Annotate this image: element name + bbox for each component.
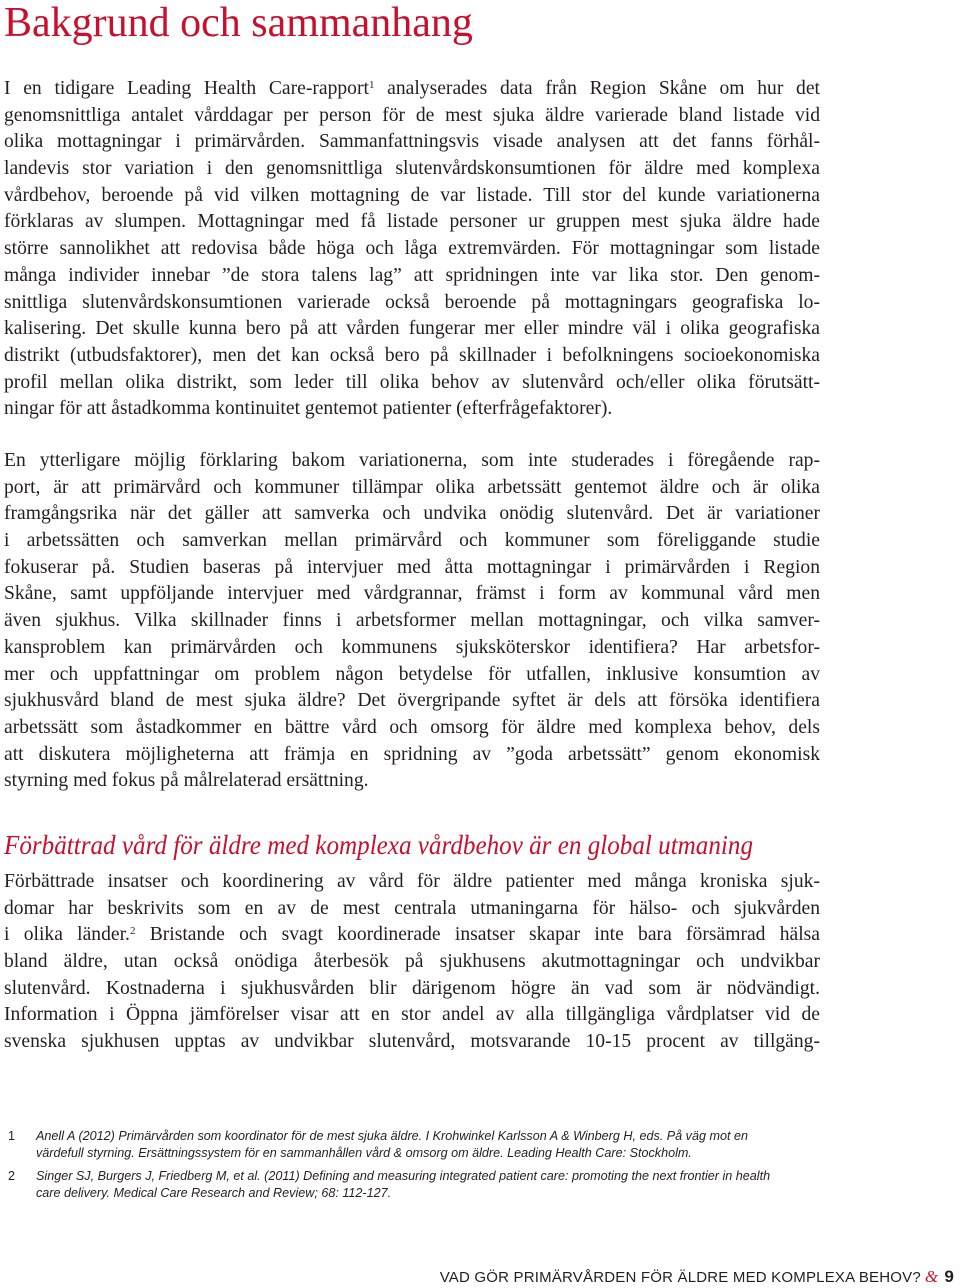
text-line: Skåne, samt uppföljande intervjuer med vårdgrannar, främst i form av kommunal vård men — [4, 583, 820, 605]
text-line: snittliga slutenvårdskonsumtionen varierade också beroende på mottagningars geografiska lo- — [4, 291, 820, 313]
text-line: vårdbehov, beroende på vid vilken mottagning de var listade. Till stor del kunde variationerna — [4, 184, 820, 206]
section-subheading: Förbättrad vård för äldre med komplexa vårdbehov är en global utmaning — [4, 830, 754, 860]
text-line: ningar för att åstadkomma kontinuitet gentemot patienter (efterfrågefaktorer). — [4, 398, 613, 420]
text-line: att diskutera möjligheterna att främja en spridning av ”goda arbetssätt” genom ekonomisk — [4, 743, 820, 765]
text-line: slutenvård. Kostnaderna i sjukhusvården blir därigenom högre än vad som är nödvändigt. — [4, 977, 820, 999]
text-line: port, är att primärvård och kommuner tillämpar olika arbetssätt gentemot äldre och är olika — [4, 476, 820, 498]
text-line: större sannolikhet att redovisa både höga och låga extremvärden. För mottagningar som listade — [4, 238, 820, 260]
text-line: arbetssätt som åstadkommer en bättre vård och omsorg för äldre med komplexa behov, dels — [4, 716, 820, 738]
footnote-number: 2 — [8, 1169, 16, 1183]
text-line: landevis stor variation i den genomsnittliga slutenvårdskonsumtionen för äldre med komplexa — [4, 158, 820, 180]
ampersand-mark: & — [924, 1267, 939, 1286]
text-line: i olika länder.$^2$ Bristande och svagt koordinerade insatser skapar inte bara försämrad hälsa — [4, 924, 820, 946]
text-line: fokuserar på. Studien baseras på intervjuer med åtta mottagningar i primärvården i Region — [4, 556, 820, 578]
text-line: genomsnittliga antalet vårddagar per person för de mest sjuka äldre varierade bland listade vid — [4, 104, 820, 126]
text-line: många individer innebar ”de stora talens lag” att spridningen inte var lika stor. Den genom- — [4, 264, 820, 286]
page-title: Bakgrund och sammanhang — [4, 0, 473, 46]
text-line: kansproblem kan primärvården och kommunens sjuksköterskor identifiera? Har arbetsfor- — [4, 636, 820, 658]
paragraph-global-challenge — [4, 869, 820, 1056]
text-line: Information i Öppna jämförelser visar att en stor andel av alla tillgängliga vårdplatser vid de — [4, 1004, 820, 1026]
text-line: domar har beskrivits som en av de mest centrala utmaningarna för hälso- och sjukvården — [4, 897, 820, 919]
footnote-text: Anell A (2012) Primärvården som koordinator för de mest sjuka äldre. I Krohwinkel Karlsson A & Winberg H, eds. På väg mot en värdefull styrning. Ersättningssystem för en sammanhållen vård & omsorg om äldre. Leading Health Care: Stockholm. — [36, 1129, 748, 1160]
paragraph-variation-analysis — [4, 76, 820, 423]
running-title: VAD GÖR PRIMÄRVÅRDEN FÖR ÄLDRE MED KOMPLEXA BEHOV? — [439, 1269, 921, 1286]
text-line: styrning med fokus på målrelaterad ersättning. — [4, 770, 369, 792]
text-line: mer och uppfattningar om problem någon betydelse för utfallen, inklusive konsumtion av — [4, 663, 820, 685]
text-line: svenska sjukhusen upptas av undvikbar slutenvård, motsvarande 10-15 procent av tillgäng- — [4, 1031, 820, 1053]
text-line: kalisering. Det skulle kunna bero på att vården fungerar mer eller mindre väl i olika geografiska — [4, 318, 820, 340]
footnote-number: 1 — [8, 1129, 16, 1143]
text-line: förklaras av slumpen. Mottagningar med få listade personer ur gruppen mest sjuka äldre hade — [4, 211, 820, 233]
footnote-text: Singer SJ, Burgers J, Friedberg M, et al. (2011) Defining and measuring integrated patient care: promoting the next frontier in health care delivery. Medical Care Research and Review; 68: 112-127. — [36, 1169, 771, 1200]
footnote-2 — [8, 1168, 828, 1202]
text-line: profil mellan olika distrikt, som leder till olika behov av slutenvård och/eller olika förutsätt- — [4, 371, 820, 393]
page-number: 9 — [944, 1267, 954, 1286]
text-line: En ytterligare möjlig förklaring bakom variationerna, som inte studerades i föregående rap- — [4, 450, 820, 471]
text-line: olika mottagningar i primärvården. Sammanfattningsvis visade analysen att det fanns förhål- — [4, 131, 820, 153]
footnote-1 — [8, 1128, 828, 1162]
text-line: sjukhusvård bland de mest sjuka äldre? Det övergripande syftet är dels att försöka identifiera — [4, 690, 820, 712]
text-line: i arbetssätten och samverkan mellan primärvård och kommuner som föreliggande studie — [4, 530, 820, 552]
text-line: även sjukhus. Vilka skillnader finns i arbetsformer mellan mottagningar, och vilka samver- — [4, 610, 820, 632]
text-line: Förbättrade insatser och koordinering av vård för äldre patienter med många kroniska sjuk- — [4, 871, 820, 892]
paragraph-study-purpose — [4, 448, 820, 795]
footnote-ref-1[interactable]: 1 — [368, 79, 375, 91]
text-line: framgångsrika när det gäller att samverka och undvika onödig slutenvård. Det är variationer — [4, 503, 820, 525]
footnotes — [8, 1128, 828, 1208]
text-line: distrikt (utbudsfaktorer), men det kan också bero på skillnader i befolkningens socioekonomiska — [4, 344, 820, 366]
text-line: bland äldre, utan också onödiga återbesök på sjukhusens akutmottagningar och undvikbar — [4, 951, 820, 973]
footnote-ref-2[interactable]: 2 — [129, 925, 136, 938]
page-footer — [440, 1268, 954, 1287]
text-line: I en tidigare Leading Health Care-rapport$^1$ analyserades data från Region Skåne om hur det — [4, 78, 820, 99]
